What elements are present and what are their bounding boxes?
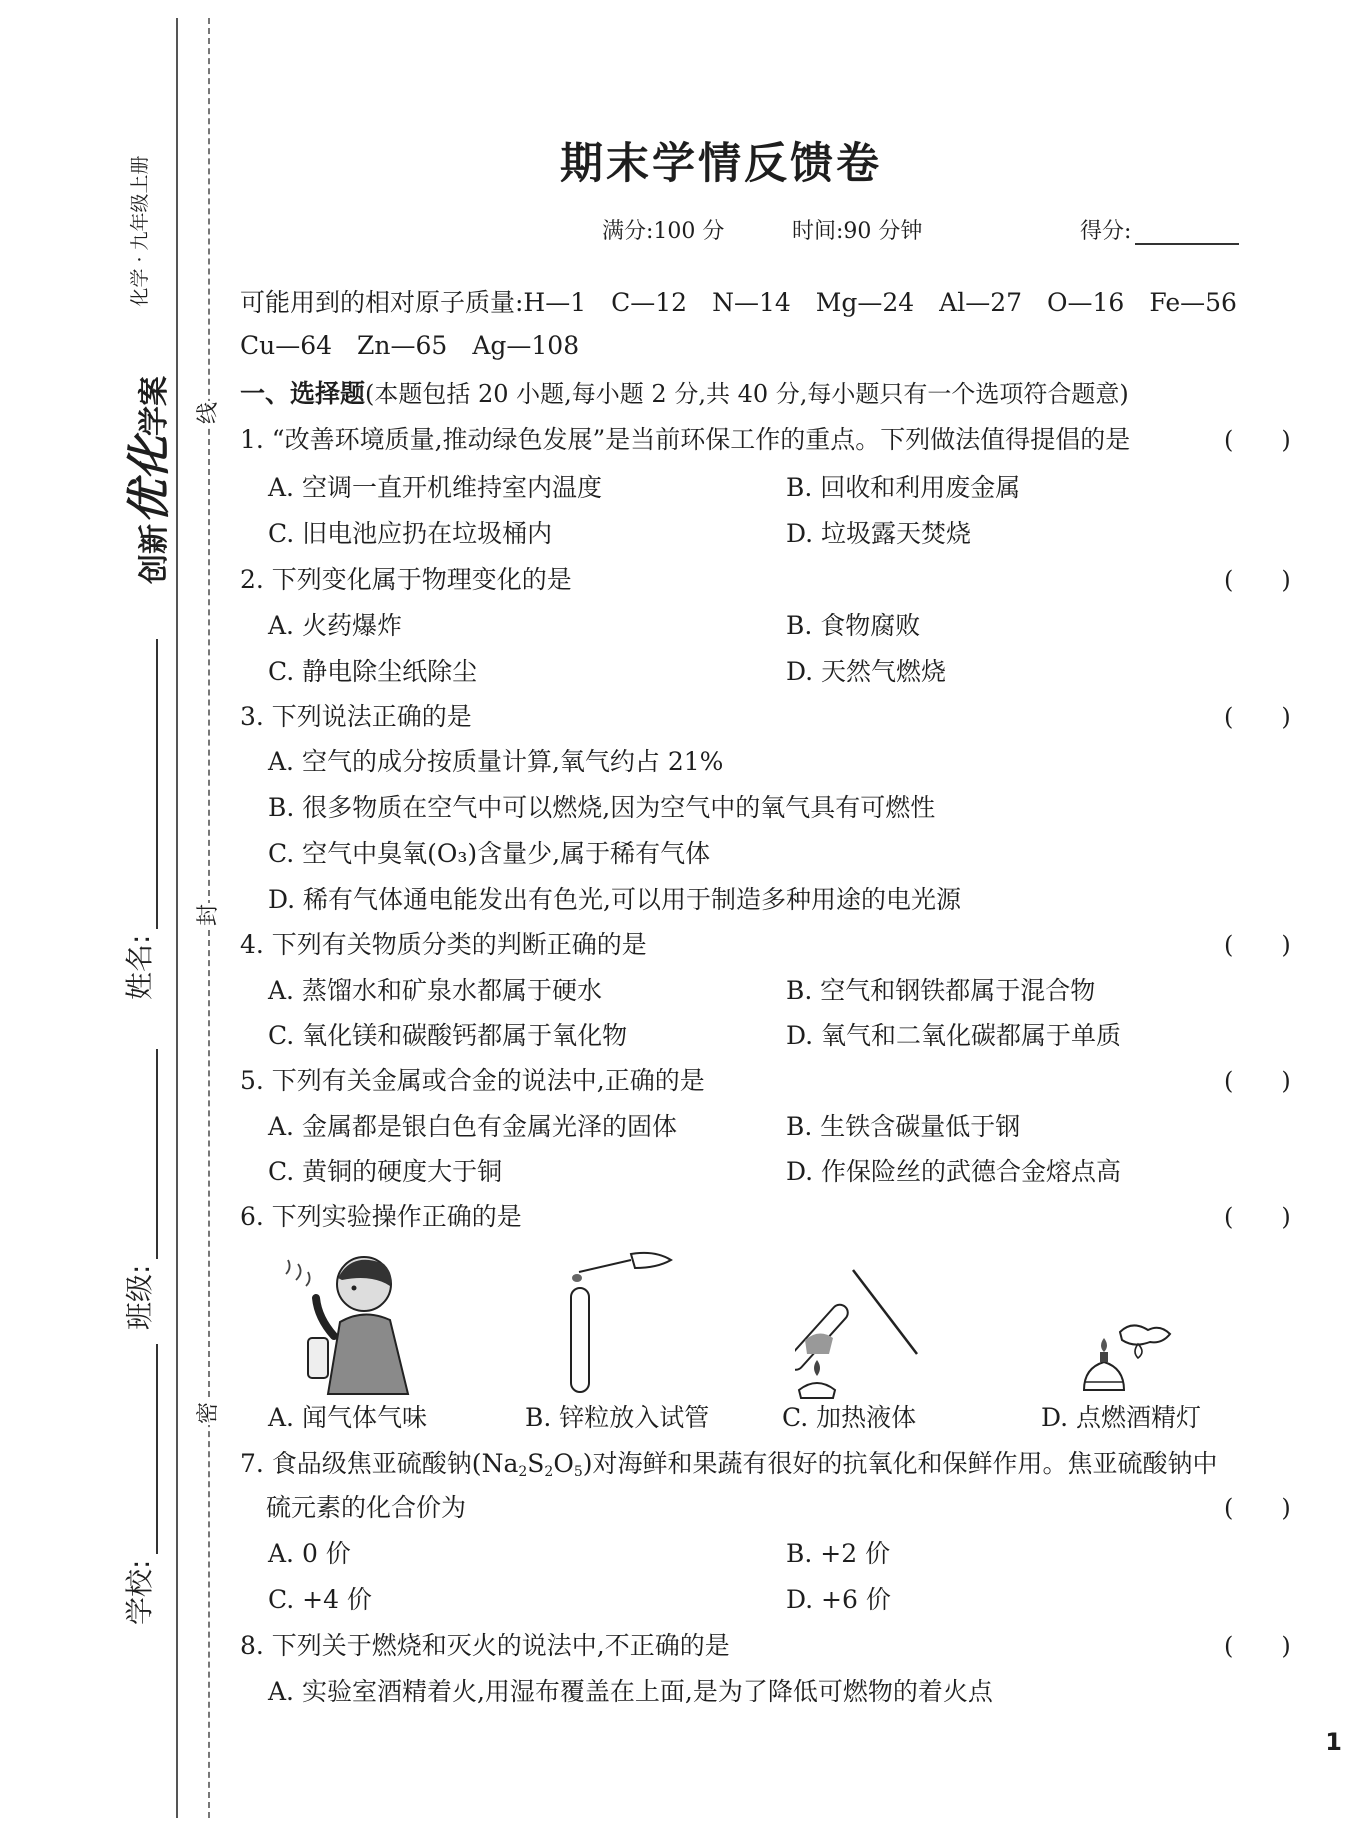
series-mid: 优化 xyxy=(124,436,175,524)
formula-sub-3: 5 xyxy=(573,1464,583,1480)
question-7-stem xyxy=(240,1448,1218,1488)
question-6-option-b[interactable]: B. 锌粒放入试管 xyxy=(525,1403,710,1432)
class-underline[interactable] xyxy=(128,1049,158,1259)
school-label: 学校: xyxy=(123,1559,156,1625)
question-2-option-c[interactable]: C. 静电除尘纸除尘 xyxy=(268,657,478,686)
question-6-stem: 6. 下列实验操作正确的是 xyxy=(240,1202,522,1231)
name-underline[interactable] xyxy=(128,639,158,929)
name-field[interactable] xyxy=(118,639,158,1000)
question-4-stem: 4. 下列有关物质分类的判断正确的是 xyxy=(240,930,647,959)
question-8-option-a[interactable]: A. 实验室酒精着火,用湿布覆盖在上面,是为了降低可燃物的着火点 xyxy=(268,1677,993,1706)
question-2-stem: 2. 下列变化属于物理变化的是 xyxy=(240,565,572,594)
book-subtitle: 化学 · 九年级上册 xyxy=(129,155,151,307)
score-label: 得分: xyxy=(1080,219,1132,244)
question-3-option-d[interactable]: D. 稀有气体通电能发出有色光,可以用于制造多种用途的电光源 xyxy=(268,885,961,914)
question-2-option-d[interactable]: D. 天然气燃烧 xyxy=(786,657,947,686)
question-1-answer-slot[interactable]: ( ) xyxy=(1224,426,1291,454)
question-8-stem: 8. 下列关于燃烧和灭火的说法中,不正确的是 xyxy=(240,1631,730,1660)
question-3-option-a[interactable]: A. 空气的成分按质量计算,氧气约占 21% xyxy=(268,747,724,776)
question-5-option-b[interactable]: B. 生铁含碳量低于钢 xyxy=(786,1112,1021,1141)
formula-o: O xyxy=(553,1449,574,1478)
binding-rule-solid xyxy=(176,18,178,1818)
atomic-masses-line-1: 可能用到的相对原子质量:H—1 C—12 N—14 Mg—24 Al—27 O—16 Fe—56 xyxy=(240,288,1237,317)
page-number: 1 xyxy=(1325,1728,1342,1756)
class-label: 班级: xyxy=(123,1264,156,1330)
question-5-option-c[interactable]: C. 黄铜的硬度大于铜 xyxy=(268,1157,503,1186)
exam-time: 时间:90 分钟 xyxy=(792,219,923,244)
school-underline[interactable] xyxy=(128,1344,158,1554)
question-4-option-a[interactable]: A. 蒸馏水和矿泉水都属于硬水 xyxy=(268,976,602,1005)
cut-mark-seal: 封 xyxy=(194,903,224,927)
question-2-answer-slot[interactable]: ( ) xyxy=(1224,566,1291,594)
question-6-option-a[interactable]: A. 闻气体气味 xyxy=(268,1403,427,1432)
question-7-option-d[interactable]: D. +6 价 xyxy=(786,1585,891,1614)
question-7-option-a[interactable]: A. 0 价 xyxy=(268,1539,351,1568)
name-label: 姓名: xyxy=(123,934,156,1000)
section-note: (本题包括 20 小题,每小题 2 分,共 40 分,每小题只有一个选项符合题意) xyxy=(365,380,1129,408)
question-7-option-c[interactable]: C. +4 价 xyxy=(268,1585,372,1614)
question-3-option-b[interactable]: B. 很多物质在空气中可以燃烧,因为空气中的氧气具有可燃性 xyxy=(268,793,936,822)
question-4-option-d[interactable]: D. 氧气和二氧化碳都属于单质 xyxy=(786,1021,1122,1050)
full-score: 满分:100 分 xyxy=(602,219,725,244)
page-title: 期末学情反馈卷 xyxy=(560,139,882,189)
score-underline[interactable] xyxy=(1135,223,1239,245)
illustration-zinc-test-tube xyxy=(555,1250,675,1400)
question-1-option-a[interactable]: A. 空调一直开机维持室内温度 xyxy=(268,473,602,502)
cut-mark-line: 线 xyxy=(194,401,224,425)
formula-na: Na xyxy=(481,1449,519,1478)
question-8-answer-slot[interactable]: ( ) xyxy=(1224,1632,1291,1660)
question-2-option-a[interactable]: A. 火药爆炸 xyxy=(268,611,402,640)
book-series-logo xyxy=(124,370,175,590)
series-suffix: 学案 xyxy=(137,376,172,436)
question-7-stem-part-2: )对海鲜和果蔬有很好的抗氧化和保鲜作用。焦亚硫酸钠中 xyxy=(582,1449,1218,1478)
question-3-stem: 3. 下列说法正确的是 xyxy=(240,702,472,731)
illustration-light-alcohol-lamp xyxy=(1076,1318,1176,1398)
question-1-option-b[interactable]: B. 回收和利用废金属 xyxy=(786,473,1021,502)
school-field[interactable] xyxy=(118,1344,158,1625)
question-4-option-b[interactable]: B. 空气和钢铁都属于混合物 xyxy=(786,976,1096,1005)
section-heading xyxy=(240,378,1129,410)
question-4-answer-slot[interactable]: ( ) xyxy=(1224,931,1291,959)
question-5-option-a[interactable]: A. 金属都是银白色有金属光泽的固体 xyxy=(268,1112,677,1141)
question-7-answer-slot[interactable]: ( ) xyxy=(1224,1494,1291,1522)
question-1-option-c[interactable]: C. 旧电池应扔在垃圾桶内 xyxy=(268,519,553,548)
question-1-option-d[interactable]: D. 垃圾露天焚烧 xyxy=(786,519,972,548)
formula-sub-2: 2 xyxy=(544,1464,554,1480)
question-6-option-c[interactable]: C. 加热液体 xyxy=(782,1403,917,1432)
score-field[interactable] xyxy=(1080,214,1239,245)
question-7-stem-part-1: 7. 食品级焦亚硫酸钠( xyxy=(240,1449,482,1478)
question-5-answer-slot[interactable]: ( ) xyxy=(1224,1067,1291,1095)
illustration-smell-gas xyxy=(272,1246,432,1396)
question-7-stem-line-2: 硫元素的化合价为 xyxy=(266,1493,467,1522)
question-6-answer-slot[interactable]: ( ) xyxy=(1224,1203,1291,1231)
question-6-option-d[interactable]: D. 点燃酒精灯 xyxy=(1041,1403,1202,1432)
question-5-option-d[interactable]: D. 作保险丝的武德合金熔点高 xyxy=(786,1157,1122,1186)
section-title: 一、选择题 xyxy=(240,379,366,408)
question-4-option-c[interactable]: C. 氧化镁和碳酸钙都属于氧化物 xyxy=(268,1021,628,1050)
series-prefix: 创新 xyxy=(137,524,172,584)
question-5-stem: 5. 下列有关金属或合金的说法中,正确的是 xyxy=(240,1066,705,1095)
question-7-option-b[interactable]: B. +2 价 xyxy=(786,1539,891,1568)
question-3-answer-slot[interactable]: ( ) xyxy=(1224,703,1291,731)
atomic-masses-line-2: Cu—64 Zn—65 Ag—108 xyxy=(240,331,580,360)
cut-mark-secret: 密 xyxy=(194,1401,224,1425)
illustration-heat-liquid xyxy=(795,1268,925,1400)
question-3-option-c[interactable]: C. 空气中臭氧(O₃)含量少,属于稀有气体 xyxy=(268,839,711,868)
question-1-stem: 1. “改善环境质量,推动绿色发展”是当前环保工作的重点。下列做法值得提倡的是 xyxy=(240,425,1131,454)
formula-sub-1: 2 xyxy=(518,1464,528,1480)
class-field[interactable] xyxy=(118,1049,158,1330)
formula-s: S xyxy=(527,1449,545,1478)
question-2-option-b[interactable]: B. 食物腐败 xyxy=(786,611,921,640)
